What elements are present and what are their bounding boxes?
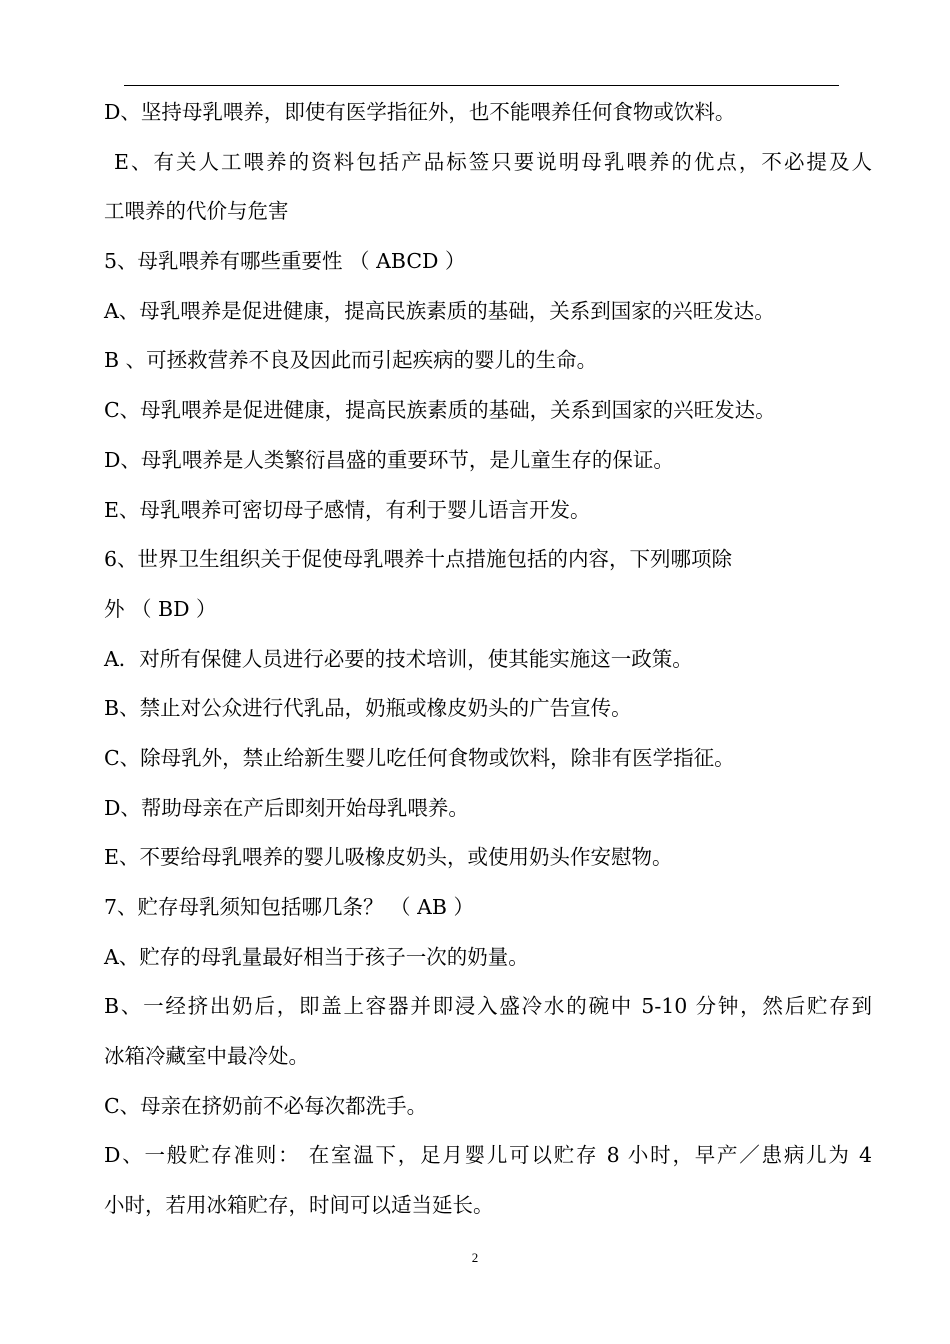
page-number: 2: [471, 1250, 479, 1265]
text-line: B、禁止对公众进行代乳品，奶瓶或橡皮奶头的广告宣传。: [104, 696, 632, 721]
question-7: 7、贮存母乳须知包括哪几条？ （ AB ）: [104, 895, 474, 919]
document-body: [104, 88, 872, 1231]
text-line: E、不要给母乳喂养的婴儿吸橡皮奶头，或使用奶头作安慰物。: [104, 845, 673, 870]
text-line: B 、可拯救营养不良及因此而引起疾病的婴儿的生命。: [104, 348, 598, 373]
question-6: 6、世界卫生组织关于促使母乳喂养十点措施包括的内容，下列哪项除: [104, 547, 733, 572]
text-line: C、除母乳外，禁止给新生婴儿吃任何食物或饮料，除非有医学指征。: [104, 745, 735, 770]
text-line: D、母乳喂养是人类繁衍昌盛的重要环节，是儿童生存的保证。: [104, 447, 674, 472]
text-line: C、母乳喂养是促进健康，提高民族素质的基础，关系到国家的兴旺发达。: [104, 398, 776, 423]
text-line: A、贮存的母乳量最好相当于孩子一次的奶量。: [104, 944, 529, 969]
text-line: 工喂养的代价与危害: [104, 199, 289, 224]
text-line: A．对所有保健人员进行必要的技术培训，使其能实施这一政策。: [104, 646, 693, 671]
text-line: B、一经挤出奶后，即盖上容器并即浸入盛冷水的碗中 5-10 分钟，然后贮存到: [104, 994, 872, 1019]
text-line: D、坚持母乳喂养，即使有医学指征外，也不能喂养任何食物或饮料。: [104, 100, 736, 124]
text-line: A、母乳喂养是促进健康，提高民族素质的基础，关系到国家的兴旺发达。: [104, 298, 775, 323]
text-line: D、帮助母亲在产后即刻开始母乳喂养。: [104, 795, 469, 820]
text-line: 小时，若用冰箱贮存，时间可以适当延长。: [104, 1193, 494, 1218]
header-rule: [124, 85, 839, 86]
text-line: D、一般贮存准则： 在室温下，足月婴儿可以贮存 8 小时，早产／患病儿为 4: [104, 1143, 872, 1168]
text-line: E、母乳喂养可密切母子感情，有利于婴儿语言开发。: [104, 497, 591, 522]
text-line: C、母亲在挤奶前不必每次都洗手。: [104, 1093, 428, 1118]
text-line: 冰箱冷藏室中最冷处。: [104, 1044, 309, 1069]
question-5: 5、母乳喂养有哪些重要性 （ ABCD ）: [104, 249, 466, 274]
question-6-answer: 外 （ BD ）: [104, 596, 217, 621]
text-line: E、有关人工喂养的资料包括产品标签只要说明母乳喂养的优点，不必提及人: [114, 149, 872, 174]
